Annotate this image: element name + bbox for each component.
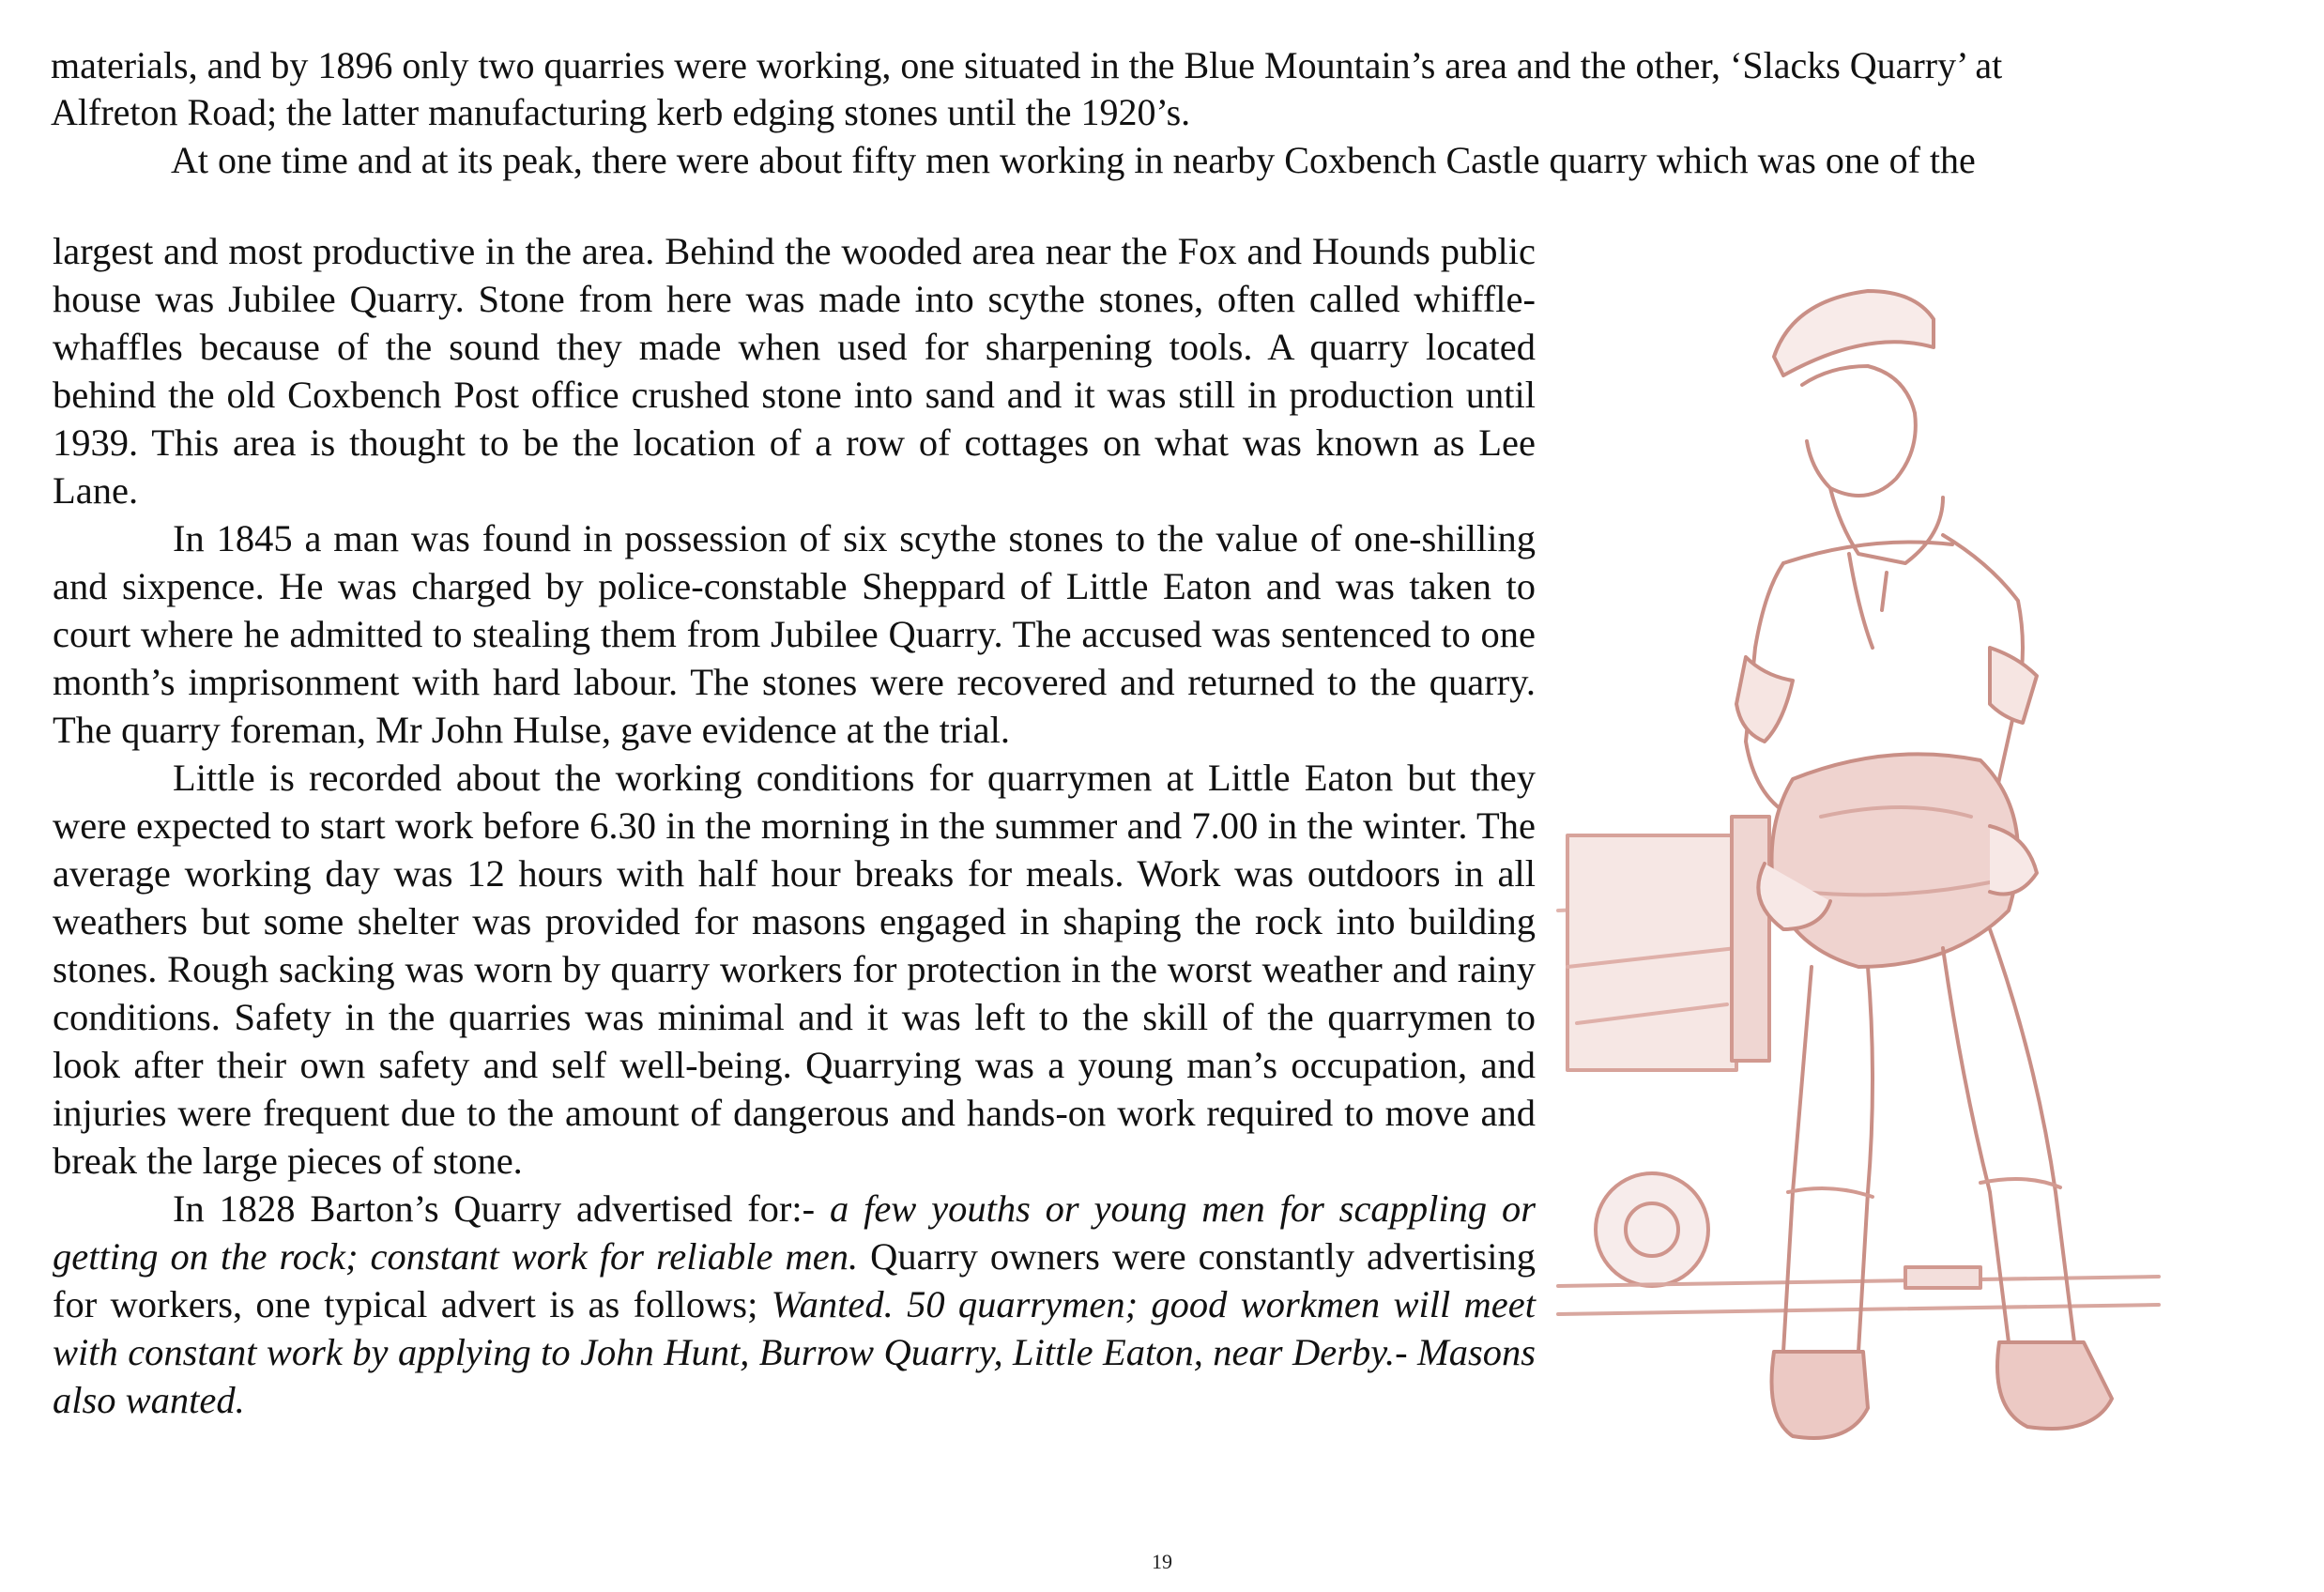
- advert-quote-1: a few youths or young men for scappling or getting on the rock; constant work for reliable men.: [53, 1187, 1537, 1278]
- quarryman-sketch-icon: [1549, 253, 2262, 1511]
- page-number: 19: [1152, 1550, 1172, 1573]
- paragraph-coxbench: largest and most productive in the area. Behind the wooded area near the Fox and Hounds public house was Jubilee Quarry. Stone from here was made into scythe stones, often called whiffle-whaffles because of the sound they made when used for sharpening tools. A quarry located behind the old Coxbench Post office crushed stone into sand and it was still in production until 1939. This area is thought to be the location of a row of cottages on what was known as Lee Lane.: [53, 230, 1536, 512]
- text-line-2: Alfreton Road; the latter manufacturing kerb edging stones until the 1920’s.: [51, 91, 1191, 133]
- paragraph-working-conditions: Little is recorded about the working conditions for quarrymen at Little Eaton but they were expected to start work before 6.30 in the morning in the summer and 7.00 in the winter. The average working day was 12 hours with half hour breaks for meals. Work was outdoors in all weathers but some shelter was provided for masons engaged in shaping the rock into building stones. Rough sacking was worn by quarry workers for protection in the worst weather and rainy conditions. Safety in the quarries was minimal and it was left to the skill of the quarrymen to look after their own safety and self well-being. Quarrying was a young man’s occupation, and injuries were frequent due to the amount of dangerous and hands-on work required to move and break the large pieces of stone.: [53, 757, 1536, 1182]
- main-text-column: [53, 227, 1536, 1424]
- advert-intro: In 1828 Barton’s Quarry advertised for:-: [173, 1187, 816, 1230]
- text-line-1: materials, and by 1896 only two quarries were working, one situated in the Blue Mountain’s area and the other, ‘Slacks Quarry’ at: [51, 44, 2003, 86]
- paragraph-advert: [53, 1185, 1536, 1424]
- text-line-3: At one time and at its peak, there were about fifty men working in nearby Coxbench Castle quarry which was one of the: [171, 139, 1976, 181]
- paragraph-theft-1845: In 1845 a man was found in possession of six scythe stones to the value of one-shilling and sixpence. He was charged by police-constable Sheppard of Little Eaton and was taken to court where he admitted to stealing them from Jubilee Quarry. The accused was sentenced to one month’s imprisonment with hard labour. The stones were recovered and returned to the quarry. The quarry foreman, Mr John Hulse, gave evidence at the trial.: [53, 517, 1536, 751]
- advert-middle: Quarry owners were constantly advertising for workers, one typical advert is as follows;: [53, 1235, 1537, 1325]
- advert-quote-2: Wanted. 50 quarrymen; good workmen will meet with constant work by applying to John Hunt, Burrow Quarry, Little Eaton, near Derby.- Masons also wanted.: [53, 1283, 1537, 1421]
